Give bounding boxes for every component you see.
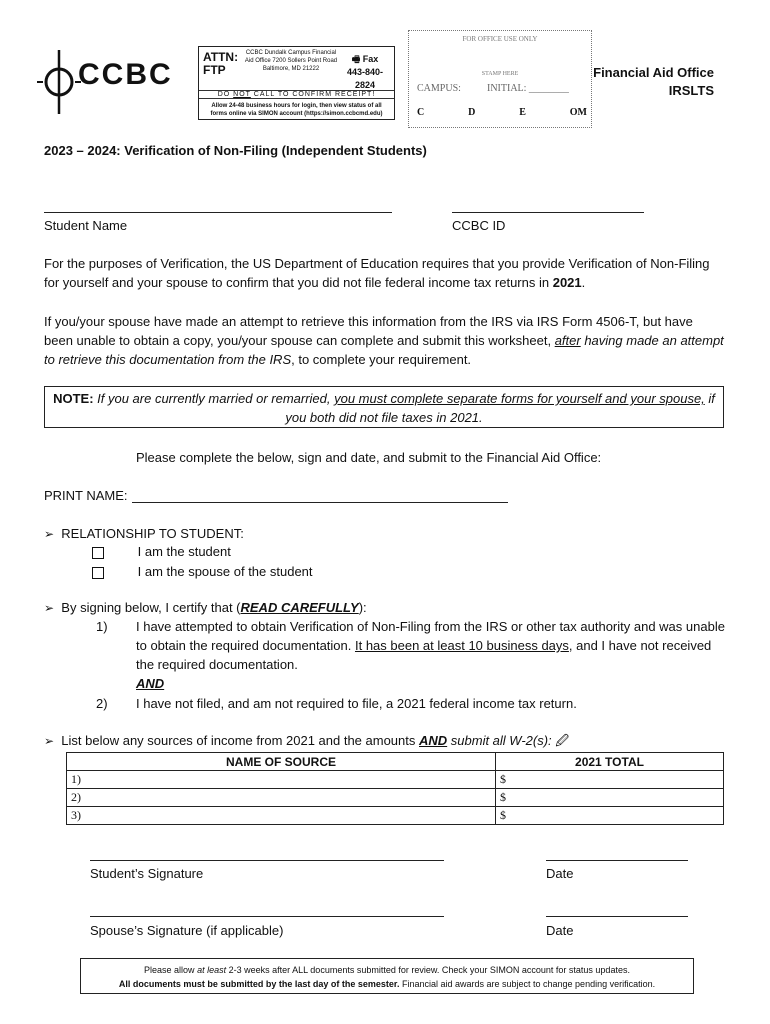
- ccbc-logo: [34, 46, 84, 118]
- option-label: I am the student: [137, 544, 231, 559]
- logo-text: CCBC: [78, 58, 173, 91]
- income-sources-heading: ➢ List below any sources of income from 2021 and the amounts AND submit all W-2(s): 🖉: [44, 733, 570, 748]
- table-row: [67, 771, 724, 789]
- certify-item-1-num: 1): [96, 619, 108, 634]
- source-cell[interactable]: 2): [67, 789, 496, 807]
- student-signature-label: Student’s Signature: [90, 866, 204, 881]
- total-cell[interactable]: $: [496, 789, 724, 807]
- and-label: AND: [136, 676, 165, 691]
- stamp-here-label: STAMP HERE: [481, 71, 519, 77]
- initial-label: INITIAL: ________: [487, 83, 569, 94]
- do-not-call-notice: DO NOT CALL TO CONFIRM RECEIPT!: [199, 90, 394, 99]
- footer-line-1: Please allow at least 2-3 weeks after ALL documents submitted for review. Check your SIMON account for status updates.: [144, 965, 630, 975]
- relationship-heading: RELATIONSHIP TO STUDENT:: [61, 526, 244, 541]
- certify-item-2-num: 2): [96, 696, 108, 711]
- ccbc-id-line[interactable]: [452, 198, 644, 213]
- office-use-only-label: FOR OFFICE USE ONLY: [462, 35, 538, 43]
- document-title: 2023 – 2024: Verification of Non-Filing (Independent Students): [44, 143, 427, 158]
- campus-address: CCBC Dundalk Campus Financial Aid Office 7200 Sollers Point Road Baltimore, MD 21222: [244, 50, 338, 72]
- office-title-line2: IRSLTS: [668, 83, 714, 98]
- footer-notice: [80, 958, 694, 994]
- print-name-label: PRINT NAME:: [44, 488, 128, 503]
- student-signature-line[interactable]: [90, 846, 444, 861]
- student-date-label: Date: [546, 866, 574, 881]
- col-2021-total: 2021 TOTAL: [496, 753, 724, 771]
- fax-label: Fax: [362, 54, 379, 64]
- source-cell[interactable]: 1): [67, 771, 496, 789]
- arrow-bullet-icon: ➢: [44, 601, 55, 615]
- total-cell[interactable]: $: [496, 771, 724, 789]
- option-spouse[interactable]: [92, 562, 313, 581]
- allow-hours-notice: Allow 24-48 business hours for login, then view status of all forms online via SIMON account (https://simon.ccbcmd.edu): [210, 103, 383, 117]
- arrow-bullet-icon: ➢: [44, 527, 55, 541]
- income-table: [66, 752, 724, 825]
- attempt-paragraph: If you/your spouse have made an attempt to retrieve this information from the IRS via IRS Form 4506-T, but have been unable to obtain a copy, you/your spouse can complete and submit this worksheet, after having made an attempt to retrieve this documentation from the IRS, to complete your requirement.: [44, 314, 724, 367]
- relationship-section: [44, 524, 244, 544]
- fax-info: [337, 53, 393, 92]
- student-date-line[interactable]: [546, 846, 688, 861]
- campus-codes: [417, 107, 587, 118]
- spouse-signature-line[interactable]: [90, 902, 444, 917]
- certify-item-2: I have not filed, and am not required to file, a 2021 federal income tax return.: [136, 696, 577, 711]
- campus-label: CAMPUS:: [417, 83, 461, 94]
- attn-label-line1: ATTN:: [203, 50, 239, 64]
- fax-icon: 🖷: [351, 54, 361, 64]
- verification-paragraph: For the purposes of Verification, the US Department of Education requires that you provide Verification of Non-Filing for yourself and your spouse to confirm that you did not file federal income tax returns in 2021.: [44, 256, 710, 290]
- campus-code: E: [519, 107, 526, 118]
- print-name-line[interactable]: [132, 488, 508, 503]
- table-row: [67, 789, 724, 807]
- student-name-label: Student Name: [44, 218, 128, 233]
- certify-item-1: I have attempted to obtain Verification of Non-Filing from the IRS or other tax authority and was unable to obtain the required documentation. It has been at least 10 business days, and I have not received the required documentation.: [136, 619, 725, 672]
- spouse-signature-label: Spouse’s Signature (if applicable): [90, 923, 284, 938]
- campus-code: D: [468, 107, 476, 118]
- certify-heading: ➢ By signing below, I certify that (READ CAREFULLY):: [44, 600, 367, 615]
- spouse-date-label: Date: [546, 923, 574, 938]
- paperclip-icon: 🖉: [555, 733, 570, 748]
- office-title-line1: Financial Aid Office: [593, 65, 714, 80]
- checkbox[interactable]: [92, 547, 104, 559]
- attn-label: [203, 51, 237, 77]
- option-label: I am the spouse of the student: [137, 564, 313, 579]
- attn-box: [198, 46, 395, 120]
- footer-line-2: All documents must be submitted by the last day of the semester. Financial aid awards are subject to change pending verification.: [118, 979, 656, 989]
- office-title: [593, 64, 714, 100]
- instruction-text: Please complete the below, sign and date, and submit to the Financial Aid Office:: [136, 450, 602, 465]
- attn-label-line2: FTP: [203, 63, 226, 77]
- source-cell[interactable]: 3): [67, 807, 496, 825]
- option-student[interactable]: [92, 542, 231, 561]
- office-use-box: [408, 30, 592, 128]
- table-header-row: [67, 753, 724, 771]
- arrow-bullet-icon: ➢: [44, 734, 55, 748]
- table-row: [67, 807, 724, 825]
- spouse-date-line[interactable]: [546, 902, 688, 917]
- fax-number: 443-840-2824: [346, 67, 384, 90]
- campus-code: C: [417, 107, 425, 118]
- campus-code: OM: [569, 107, 587, 118]
- col-name-of-source: NAME OF SOURCE: [67, 753, 496, 771]
- ccbc-id-label: CCBC ID: [452, 218, 506, 233]
- total-cell[interactable]: $: [496, 807, 724, 825]
- note-text: NOTE: If you are currently married or remarried, you must complete separate forms for yourself and your spouse, if you both did not file taxes in 2021.: [53, 391, 715, 425]
- student-name-line[interactable]: [44, 198, 392, 213]
- checkbox[interactable]: [92, 567, 104, 579]
- note-box: [44, 386, 724, 428]
